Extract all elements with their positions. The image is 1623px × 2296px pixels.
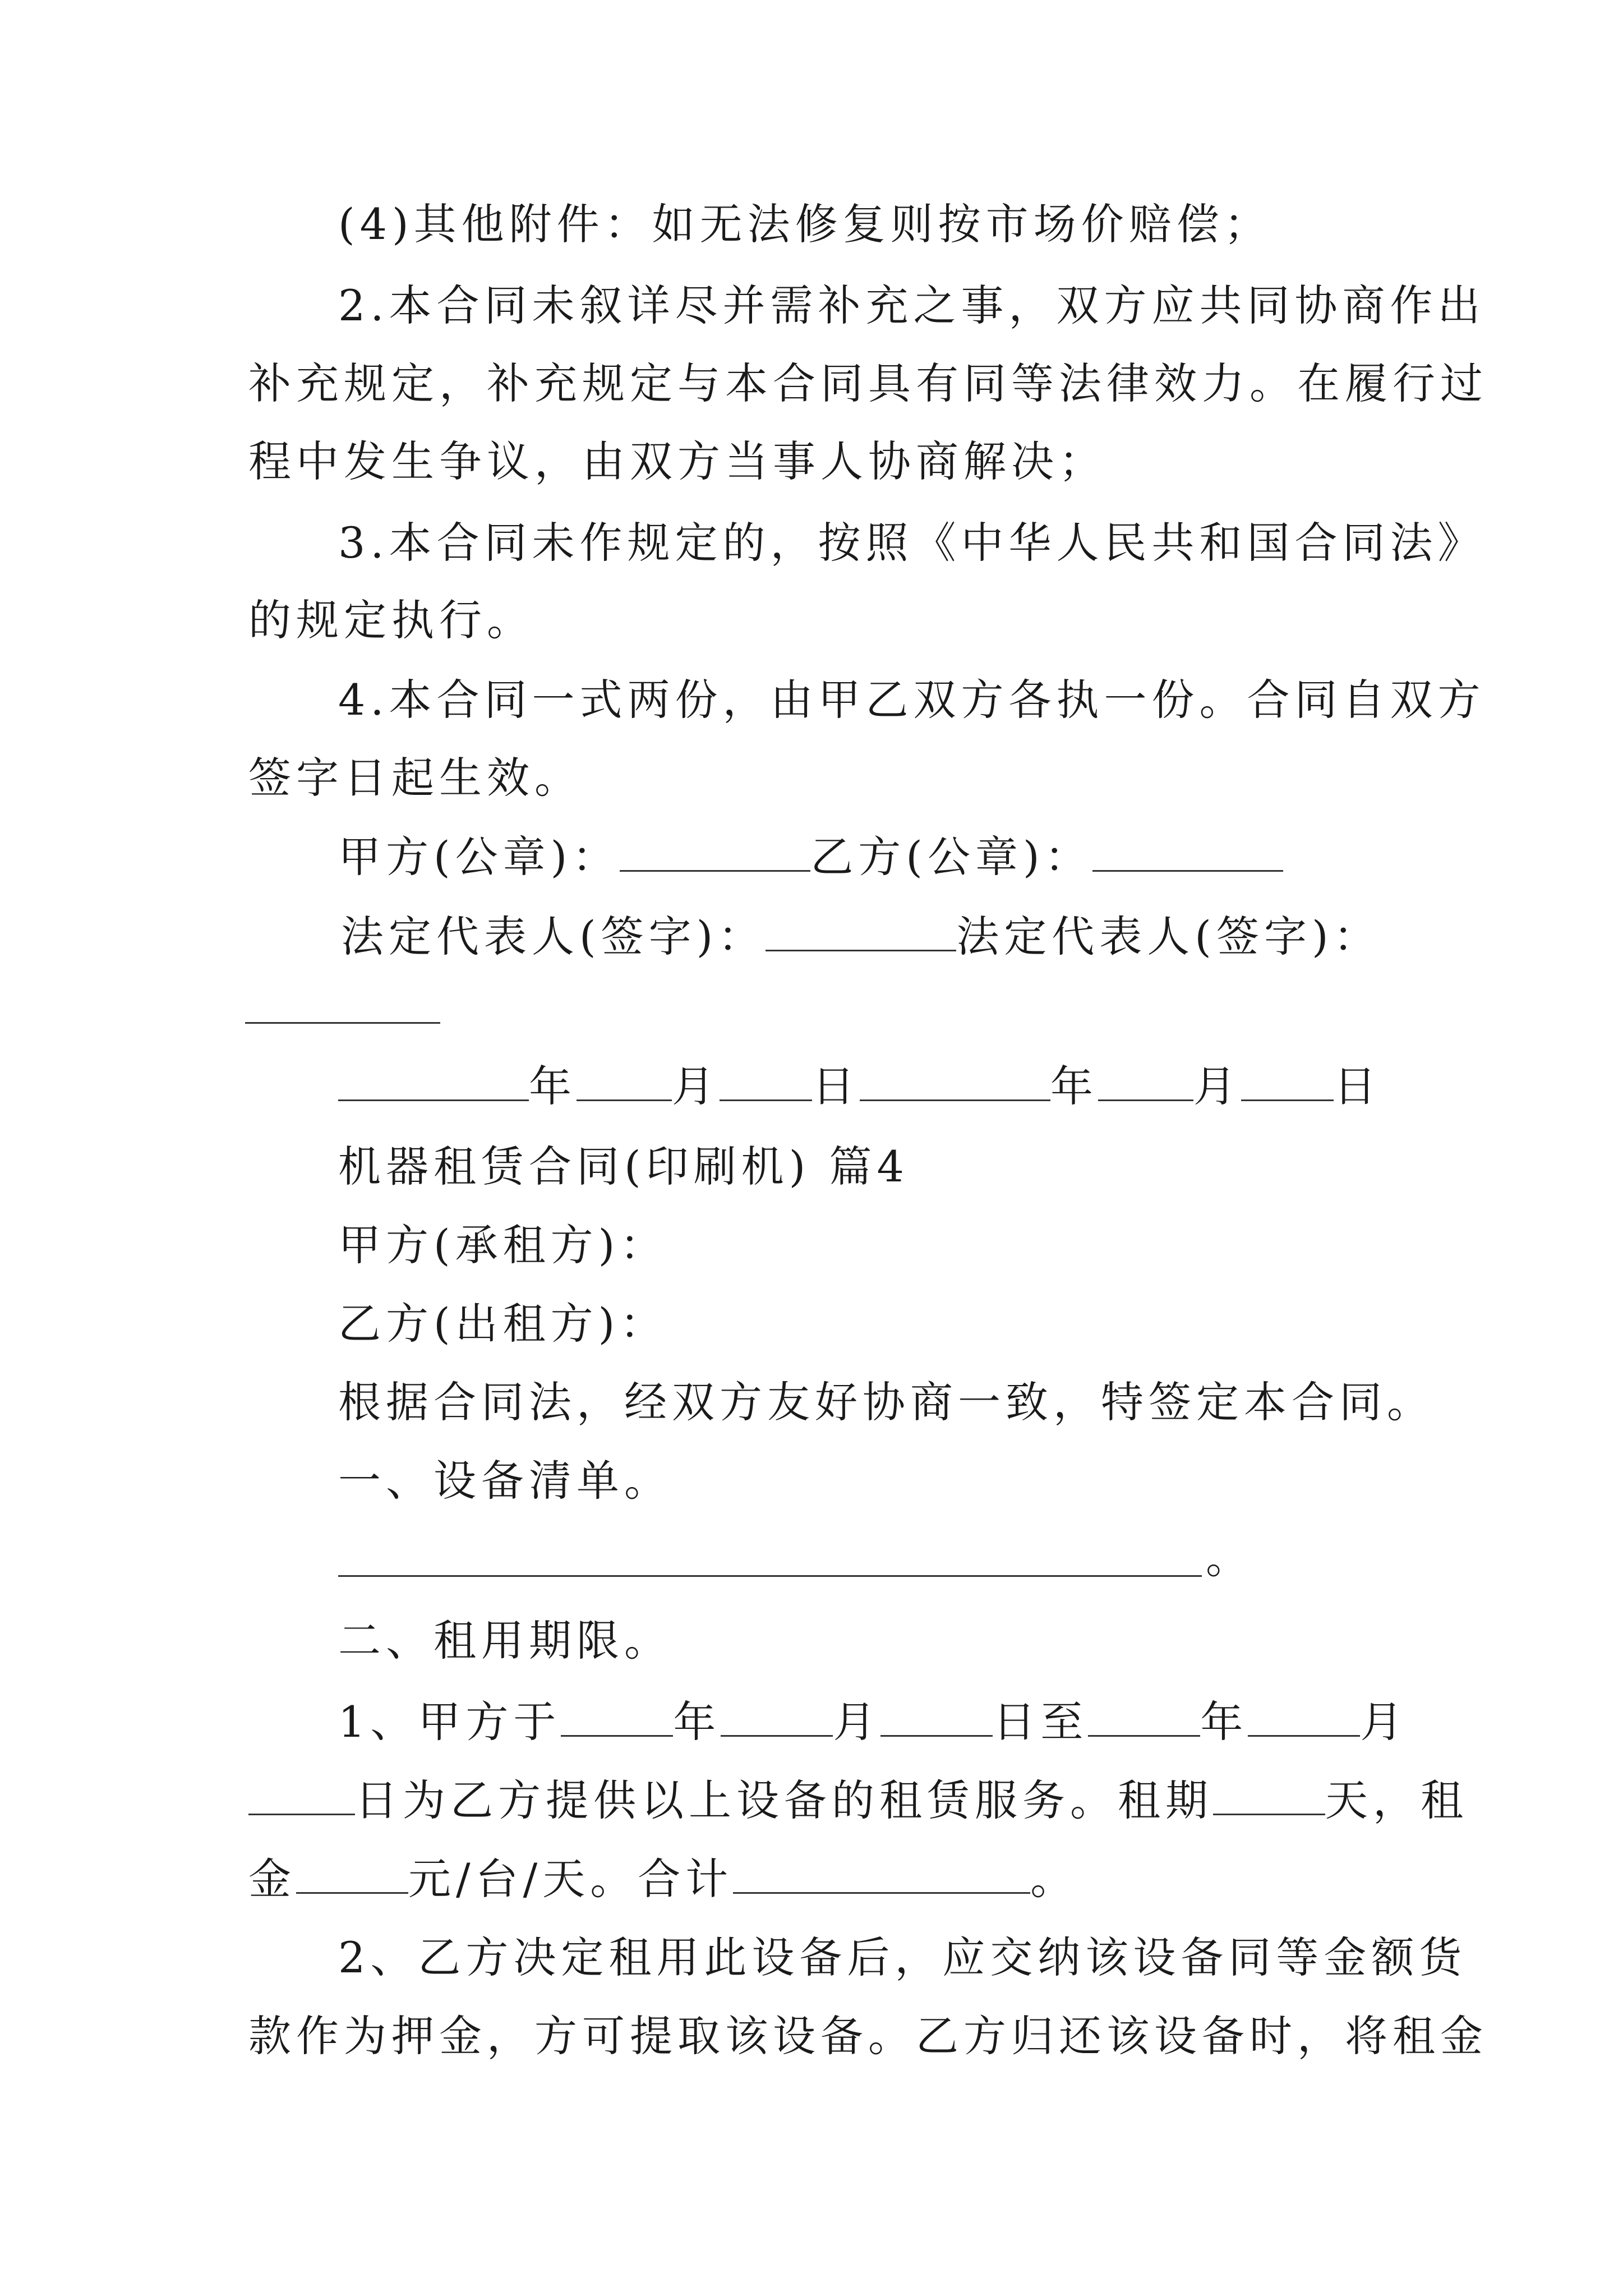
- rental-days-label: 天，租: [1325, 1775, 1468, 1825]
- intro-text: 根据合同法，经双方友好协商一致，特签定本合同。: [338, 1377, 1435, 1427]
- party-a-rep-label: 法定代表人(签字)：: [341, 912, 766, 961]
- equipment-list-blank[interactable]: [338, 1575, 1202, 1577]
- equipment-list-period: 。: [1206, 1533, 1253, 1583]
- term-line-1: [338, 1694, 1408, 1750]
- date-b-year-label: 年: [1050, 1061, 1098, 1111]
- party-a-seal-blank[interactable]: [620, 831, 810, 872]
- clause-2-line-3: 程中发生争议，由双方当事人协商解决；: [248, 436, 1106, 486]
- date-a-year-blank[interactable]: [338, 1060, 529, 1101]
- date-b-month-label: 月: [1193, 1061, 1241, 1111]
- end-year-label: 年: [1200, 1697, 1248, 1747]
- party-b-seal-label: 乙方(公章)：: [810, 832, 1092, 882]
- signature-row-representatives: [341, 909, 1381, 965]
- party-a-seal-label: 甲方(公章)：: [338, 832, 620, 882]
- deposit-clause-line-1: 2、乙方决定租用此设备后，应交纳该设备同等金额货: [338, 1932, 1467, 1982]
- term-prefix: 1、甲方于: [338, 1697, 561, 1747]
- attachment-clause: (4)其他附件：如无法修复则按市场价赔偿；: [338, 199, 1272, 249]
- contract-heading: 机器租赁合同(印刷机) 篇4: [338, 1142, 909, 1191]
- party-a-rep-blank[interactable]: [766, 910, 956, 951]
- deposit-clause-line-2: 款作为押金，方可提取该设备。乙方归还该设备时，将租金: [248, 2011, 1488, 2061]
- start-day-to-label: 日至: [993, 1697, 1089, 1747]
- clause-2-line-1: 2.本合同未叙详尽并需补充之事，双方应共同协商作出: [338, 280, 1486, 330]
- date-row: [338, 1059, 1381, 1115]
- date-a-month-label: 月: [672, 1061, 720, 1111]
- section-2-title: 二、租用期限。: [338, 1616, 672, 1665]
- date-a-day-label: 日: [812, 1061, 860, 1111]
- term-service-text: 日为乙方提供以上设备的租赁服务。租期: [355, 1775, 1213, 1825]
- end-month-blank[interactable]: [1248, 1696, 1360, 1737]
- clause-2-line-2: 补充规定，补充规定与本合同具有同等法律效力。在履行过: [248, 358, 1488, 408]
- clause-4-line-2: 签字日起生效。: [248, 753, 582, 803]
- clause-3-line-2: 的规定执行。: [248, 595, 534, 645]
- signature-row-seals: [338, 829, 1283, 885]
- date-a-day-blank[interactable]: [720, 1060, 812, 1101]
- party-b-seal-blank[interactable]: [1092, 831, 1283, 872]
- start-year-blank[interactable]: [561, 1696, 673, 1737]
- start-month-blank[interactable]: [721, 1696, 833, 1737]
- date-b-year-blank[interactable]: [860, 1060, 1050, 1101]
- rent-prefix: 金: [248, 1854, 296, 1904]
- total-period: 。: [1030, 1854, 1078, 1904]
- end-month-label: 月: [1360, 1697, 1408, 1747]
- rent-unit-label: 元/台/天。合计: [408, 1854, 734, 1904]
- party-b-rep-label: 法定代表人(签字)：: [956, 912, 1381, 961]
- date-b-day-blank[interactable]: [1241, 1060, 1334, 1101]
- end-day-blank[interactable]: [248, 1774, 355, 1815]
- party-b-rep-blank[interactable]: [245, 1022, 440, 1024]
- start-day-blank[interactable]: [880, 1696, 993, 1737]
- clause-4-line-1: 4.本合同一式两份，由甲乙双方各执一份。合同自双方: [338, 675, 1486, 725]
- daily-rent-blank[interactable]: [296, 1853, 408, 1894]
- section-1-title: 一、设备清单。: [338, 1456, 672, 1506]
- date-b-day-label: 日: [1334, 1061, 1381, 1111]
- date-a-year-label: 年: [529, 1061, 577, 1111]
- start-year-label: 年: [673, 1697, 721, 1747]
- clause-3-line-1: 3.本合同未作规定的，按照《中华人民共和国合同法》: [338, 518, 1486, 568]
- date-b-month-blank[interactable]: [1098, 1060, 1193, 1101]
- party-a-lessee: 甲方(承租方)：: [338, 1220, 668, 1270]
- term-line-2: [248, 1773, 1468, 1829]
- total-blank[interactable]: [733, 1853, 1030, 1894]
- start-month-label: 月: [833, 1697, 881, 1747]
- end-year-blank[interactable]: [1088, 1696, 1200, 1737]
- term-line-3: [248, 1851, 1078, 1907]
- date-a-month-blank[interactable]: [577, 1060, 672, 1101]
- party-b-lessor: 乙方(出租方)：: [338, 1299, 668, 1349]
- rental-days-blank[interactable]: [1213, 1774, 1325, 1815]
